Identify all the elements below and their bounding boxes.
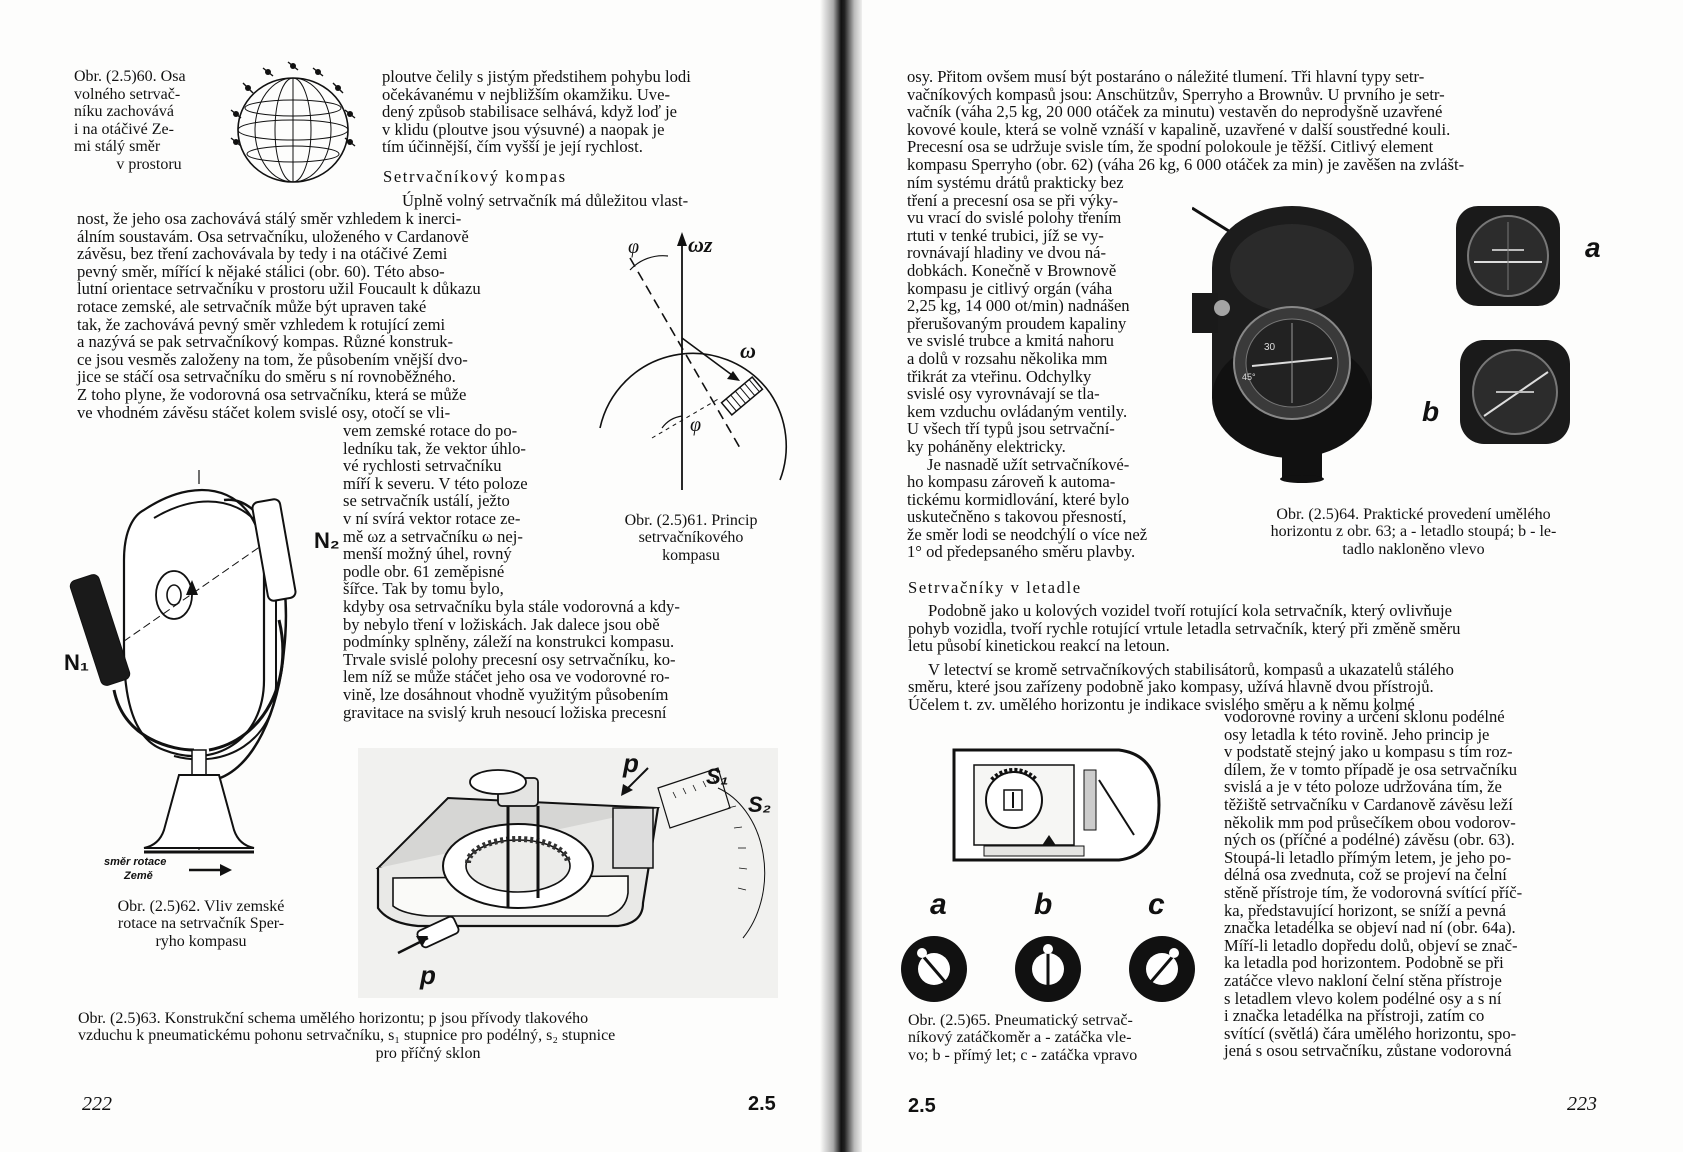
text-line: vem zemské rotace do po- bbox=[343, 421, 518, 440]
text-line: rovnávají hladiny ve dvou ná- bbox=[907, 243, 1107, 263]
compass-paragraph bbox=[77, 210, 582, 421]
heading-aircraft: Setrvačníky v letadle bbox=[908, 578, 1082, 597]
text-line: dobkách. Konečně v Brownově bbox=[907, 260, 1117, 280]
fig60-caption-line: volného setrvač- bbox=[74, 85, 181, 103]
fig64-gauge-b bbox=[1456, 336, 1574, 448]
fig63-caption-line: pro příčný sklon bbox=[375, 1044, 481, 1062]
text-line: směru, které jsou zařízeny podobně jako kompasy, užívá hlavně dvou přístrojů. bbox=[908, 677, 1434, 697]
text-line: délná osa zvednuta, což se projeví na čelní bbox=[1224, 865, 1507, 885]
text-line: v klidu (ploutve jsou výsuvné) a naopak je bbox=[382, 119, 665, 139]
fig64-gauge-a bbox=[1452, 202, 1564, 312]
fig61-caption bbox=[596, 512, 786, 564]
text-line: ka, představující horizont, se sníží a pevná bbox=[1224, 900, 1507, 920]
text-line: álním soustavám. Osa setrvačníku, uloženého v Cardanově bbox=[77, 226, 469, 246]
text-line: dený způsob stabilisace selhává, když loď je bbox=[382, 102, 678, 122]
text-line: míří k severu. V této poloze bbox=[343, 473, 528, 493]
horizon-gauge-icon bbox=[1456, 336, 1574, 448]
text-line: kovové koule, která se volně vznáší v kapalině, uzavřené v další soustředné kouli. bbox=[907, 119, 1451, 139]
left-page bbox=[0, 0, 830, 1152]
horizon-instrument-icon bbox=[1192, 198, 1382, 483]
label-p-top: p bbox=[623, 748, 639, 778]
text-line: mě ωz a setrvačníku ω nej- bbox=[343, 526, 523, 546]
fig60-caption bbox=[74, 68, 224, 174]
text-line: v ní svírá vektor rotace ze- bbox=[343, 508, 521, 528]
label-phi-bottom: φ bbox=[690, 414, 702, 436]
horizon-paragraph bbox=[1224, 708, 1606, 1060]
fig60-caption-line: mi stálý směr bbox=[74, 138, 161, 156]
fig65-caption-line: níkový zatáčkoměr a - zatáčka vle- bbox=[908, 1029, 1132, 1047]
text-line: vačníkových kompasů jsou: Anschützův, Sperryho a Brownův. U prvního je setr- bbox=[907, 84, 1445, 104]
right-top-paragraph bbox=[907, 68, 1605, 174]
text-line: pevný směr, mířící k nějaké stálici (obr. 60). Této abso- bbox=[77, 261, 445, 281]
text-line: ním systému drátů prakticky bez bbox=[907, 173, 1124, 192]
text-line: Stoupá-li letadlo přímým letem, je jeho po- bbox=[1224, 847, 1512, 867]
text-line: se setrvačník ustálí, ježto bbox=[343, 491, 510, 511]
text-line: vé rychlosti setrvačníku bbox=[343, 456, 502, 476]
text-line: rotace zemské, ale setrvačník může být upraven také bbox=[77, 296, 427, 316]
turn-dials-icon bbox=[892, 935, 1202, 1005]
heading-compass: Setrvačníkový kompas bbox=[383, 167, 567, 186]
fig64-caption-line: Obr. (2.5)64. Praktické provedení umělého bbox=[1276, 506, 1551, 523]
label-phi-top: φ bbox=[628, 236, 640, 258]
text-line: pohyb vozidla, tvoří rychle rotující vrtule letadla setrvačník, který při změně směru bbox=[908, 618, 1461, 638]
svg-text:30: 30 bbox=[1264, 342, 1276, 353]
text-line: svítící (světlá) čára umělého horizontu, spo- bbox=[1224, 1023, 1517, 1043]
compass-first-line: Úplně volný setrvačník má důležitou vlast- bbox=[402, 191, 689, 210]
text-line: přerušovaným proudem kapaliny bbox=[907, 313, 1127, 333]
text-line: lutní orientace setrvačníku v prostoru užil Foucault k důkazu bbox=[77, 279, 481, 299]
fig60-caption-line: i na otáčivé Ze- bbox=[74, 120, 174, 138]
text-line: ve svislé trubce a kmitá nahoru bbox=[907, 331, 1114, 351]
text-block-top bbox=[382, 68, 772, 156]
text-line: menší možný úhel, rovný bbox=[343, 544, 512, 564]
label-omega-z: ωz bbox=[688, 232, 713, 257]
text-line: a nazývá se pak setrvačníkový kompas. Různé konstruk- bbox=[77, 332, 454, 352]
fig65-label-c: c bbox=[1148, 888, 1165, 921]
right-narrow-column bbox=[907, 174, 1179, 561]
text-line: tím účinnější, čím vyšší je její rychlost. bbox=[382, 137, 643, 157]
text-line: tickému kormidlování, které bylo bbox=[907, 489, 1130, 509]
fig60-globe-figure bbox=[228, 58, 358, 186]
compass-narrow-column bbox=[343, 422, 588, 598]
horizon-gauge-icon bbox=[1452, 202, 1564, 312]
fig63-horizon-schema bbox=[358, 748, 778, 998]
text-line: lem níž se může stáčet jeho osa ve vodorovné ro- bbox=[343, 667, 670, 687]
label-s2: S₂ bbox=[748, 792, 772, 817]
text-line: i značka letadélka na přístroji, zatím co bbox=[1224, 1006, 1485, 1026]
compass-principle-diagram bbox=[590, 228, 790, 498]
text-line: 1° od předepsaného směru plavby. bbox=[907, 542, 1136, 562]
text-line: uskutečněno s takovou přesností, bbox=[907, 507, 1127, 527]
text-line: podmínky splněny, záleží na konstrukci kompasu. bbox=[343, 632, 675, 652]
text-line: ka letadla pod horizontem. Podobně se při bbox=[1224, 953, 1504, 973]
text-line: kompasu je citlivý orgán (váha bbox=[907, 278, 1113, 298]
page-number-left: 222 bbox=[82, 1093, 112, 1115]
fig65-dials bbox=[892, 935, 1202, 1010]
text-line: jená s osou setrvačníku, zůstane vodorovná bbox=[1224, 1041, 1512, 1061]
text-line: kdyby osa setrvačníku byla stále vodorovná a kdy- bbox=[343, 597, 680, 616]
text-line: 2,25 kg, 14 000 ot/min) nadnášen bbox=[907, 296, 1130, 316]
text-line: U všech tří typů jsou setrvační- bbox=[907, 419, 1115, 439]
right-page bbox=[862, 0, 1683, 1152]
text-line: Je nasnadě užít setrvačníkové- bbox=[927, 454, 1130, 474]
fig62-sperry-compass bbox=[64, 450, 340, 890]
text-line: ky poháněny elektricky. bbox=[907, 436, 1066, 456]
label-rotation-direction: směr rotace bbox=[104, 856, 167, 868]
text-line: ve vhodném závěsu stáčet kolem svislé osy, otočí se vli- bbox=[77, 402, 451, 422]
label-p-bottom: p bbox=[420, 960, 436, 990]
text-line: stěně přístroje tím, že vodorovná svítící příč- bbox=[1224, 882, 1523, 902]
text-line: s letadlem vlevo kolem podélné osy a s ní bbox=[1224, 988, 1502, 1008]
text-line: ploutve čelily s jistým předstihem pohybu lodi bbox=[382, 67, 691, 86]
fig63-caption-line: Obr. (2.5)63. Konstrukční schema umělého horizontu; p jsou přívody tlakového bbox=[78, 1010, 589, 1027]
fig64-label-b: b bbox=[1422, 396, 1440, 427]
fig62-caption-line: ryho kompasu bbox=[155, 932, 247, 950]
fig65-caption-line: Obr. (2.5)65. Pneumatický setrvač- bbox=[908, 1012, 1133, 1029]
text-line: svislé osy vyrovnávají se tla- bbox=[907, 384, 1100, 404]
text-line: letu působí kinetickou reakcí na letoun. bbox=[908, 636, 1170, 656]
label-omega: ω bbox=[740, 338, 756, 363]
fig61-caption-line: kompasu bbox=[662, 546, 720, 564]
text-line: by nebylo tření v ložiskách. Jak dalece jsou obě bbox=[343, 614, 660, 634]
globe-icon bbox=[228, 58, 358, 186]
text-line: ho kompasu zároveň k automa- bbox=[907, 472, 1116, 492]
label-s1: S₁ bbox=[706, 764, 729, 789]
fig64-label-a: a bbox=[1585, 232, 1601, 263]
text-line: a dolů v rozsahu několika mm bbox=[907, 348, 1108, 368]
fig61-caption-line: setrvačníkového bbox=[638, 529, 744, 547]
fig65-turn-indicator-cutaway bbox=[944, 740, 1164, 870]
text-line: kem vzduchu ovládaným ventily. bbox=[907, 401, 1128, 421]
text-line: svislá a je v této poloze udržována tím, že bbox=[1224, 777, 1502, 797]
text-line: očekávanému v nejbližším okamžiku. Uve- bbox=[382, 84, 670, 104]
text-line: Trvale svislé polohy precesní osy setrvačníku, ko- bbox=[343, 649, 676, 669]
text-line: vině, lze dosáhnout vhodně využitým působením bbox=[343, 684, 669, 704]
fig60-caption-line: v prostoru bbox=[116, 155, 182, 173]
text-line: Účelem t. zv. umělého horizontu je indikace svislého směru a k němu kolmé bbox=[908, 694, 1415, 714]
text-line: kompasu Sperryho (obr. 62) (váha 26 kg, 6 000 otáček za min) je zavěšen na zvlášt- bbox=[907, 154, 1465, 174]
page-number-right: 223 bbox=[1567, 1093, 1597, 1115]
fig64-instrument-photo bbox=[1192, 198, 1382, 483]
text-line: ce jsou vesměs založeny na tom, že působením vnější dvo- bbox=[77, 349, 468, 369]
text-line: osy letadla k této rovině. Jeho princip je bbox=[1224, 724, 1490, 744]
label-n1: N₁ bbox=[64, 650, 89, 675]
svg-text:45°: 45° bbox=[1242, 372, 1256, 382]
text-line: zatáčce vlevo nakloní čelní stěna přístroje bbox=[1224, 970, 1502, 990]
text-line: ných os (příčné a podélné) závěsu (obr. 63). bbox=[1224, 830, 1515, 850]
fig62-caption-line: Obr. (2.5)62. Vliv zemské bbox=[117, 898, 285, 915]
fig64-caption-line: horizontu z obr. 63; a - letadlo stoupá; b - le- bbox=[1270, 523, 1557, 541]
text-line: vačník (váha 2,5 kg, 20 000 otáček za minutu) vestavěn do neprodyšně uzavřené bbox=[907, 102, 1443, 122]
text-line: osy. Přitom ovšem musí být postaráno o náležité tlumení. Tři hlavní typy setr- bbox=[907, 67, 1425, 86]
section-number-right: 2.5 bbox=[908, 1095, 936, 1117]
sperry-compass-drawing bbox=[64, 450, 334, 890]
text-line: závěsu, bez tření zachovávala by tedy i na otáčivé Zemi bbox=[77, 244, 448, 264]
section-number-left: 2.5 bbox=[748, 1093, 776, 1115]
text-line: šířce. Tak by tomu bylo, bbox=[343, 579, 504, 599]
fig63-caption bbox=[78, 1010, 778, 1062]
label-n2: N₂ bbox=[314, 528, 340, 553]
fig65-caption-line: vo; b - přímý let; c - zatáčka vpravo bbox=[908, 1046, 1138, 1064]
text-line: podle obr. 61 zeměpisné bbox=[343, 561, 505, 581]
text-line: třikrát za vteřinu. Odchylky bbox=[907, 366, 1092, 386]
text-line: nost, že jeho osa zachovává stálý směr vzhledem k inerci- bbox=[77, 209, 462, 228]
text-line: tření a precesní osa se při výky- bbox=[907, 190, 1119, 210]
fig62-caption-line: rotace na setrvačník Sper- bbox=[117, 915, 285, 933]
fig65-label-b: b bbox=[1034, 888, 1053, 921]
fig61-compass-principle bbox=[590, 228, 790, 498]
text-line: že směr lodi se neodchýlí o více než bbox=[907, 524, 1148, 544]
fig62-caption bbox=[76, 898, 326, 950]
fig60-caption-line: níku zachovává bbox=[74, 103, 174, 121]
label-earth: Země bbox=[124, 870, 153, 882]
text-line: několik mm pod průsečíkem obou vodorov- bbox=[1224, 812, 1516, 832]
compass-wide-column bbox=[343, 598, 778, 721]
text-line: Precesní osa se udržuje svisle tím, že spodní polokoule je těžší. Citlivý element bbox=[907, 137, 1434, 157]
fig64-caption-line: tadlo nakloněno vlevo bbox=[1342, 540, 1485, 558]
text-line: v podstatě stejný jako u kompasu s tím roz- bbox=[1224, 742, 1513, 762]
text-line: Z toho plyne, že vodorovná osa setrvačníku, která se může bbox=[77, 384, 467, 404]
turn-indicator-drawing bbox=[944, 740, 1164, 870]
fig65-label-a: a bbox=[930, 888, 947, 921]
text-line: V letectví se kromě setrvačníkových stabilisátorů, kompasů a ukazatelů stálého bbox=[928, 659, 1454, 679]
text-line: značka letadélka se objeví nad ní (obr. 64a). bbox=[1224, 918, 1516, 938]
fig63-caption-line: vzduchu k pneumatickému pohonu setrvačníku, s₁ stupnice pro podélný, s₂ stupnice bbox=[78, 1027, 616, 1045]
text-line: Míří-li letadlo dopředu dolů, objeví se znač- bbox=[1224, 935, 1518, 955]
aircraft-paragraph bbox=[908, 602, 1606, 714]
text-line: gravitace na svislý kruh nesoucí ložiska precesní bbox=[343, 702, 667, 722]
text-line: rtuti v tenké trubici, jíž se vy- bbox=[907, 225, 1104, 245]
text-line: jice se stáčí osa setrvačníku do směru s ní rovnoběžného. bbox=[77, 367, 456, 387]
text-line: těžiště setrvačníku v Cardanově závěsu leží bbox=[1224, 794, 1513, 814]
book-gutter bbox=[820, 0, 864, 1152]
text-line: Podobně jako u kolových vozidel tvoří rotující kola setrvačník, který ovlivňuje bbox=[928, 601, 1452, 620]
text-line: vu vrací do svislé polohy třením bbox=[907, 208, 1122, 228]
fig60-caption-line: Obr. (2.5)60. Osa bbox=[74, 68, 186, 85]
text-line: vodorovné roviny a určení sklonu podélné bbox=[1224, 707, 1505, 726]
text-line: ledníku tak, že vektor úhlo- bbox=[343, 438, 526, 458]
text-line: dílem, že v tomto případě je osa setrvačníku bbox=[1224, 759, 1518, 779]
fig65-caption bbox=[908, 1012, 1184, 1064]
text-line: tak, že zachovává pevný směr vzhledem k rotující zemi bbox=[77, 314, 446, 334]
fig64-caption bbox=[1216, 506, 1611, 558]
fig61-caption-line: Obr. (2.5)61. Princip bbox=[624, 512, 758, 529]
